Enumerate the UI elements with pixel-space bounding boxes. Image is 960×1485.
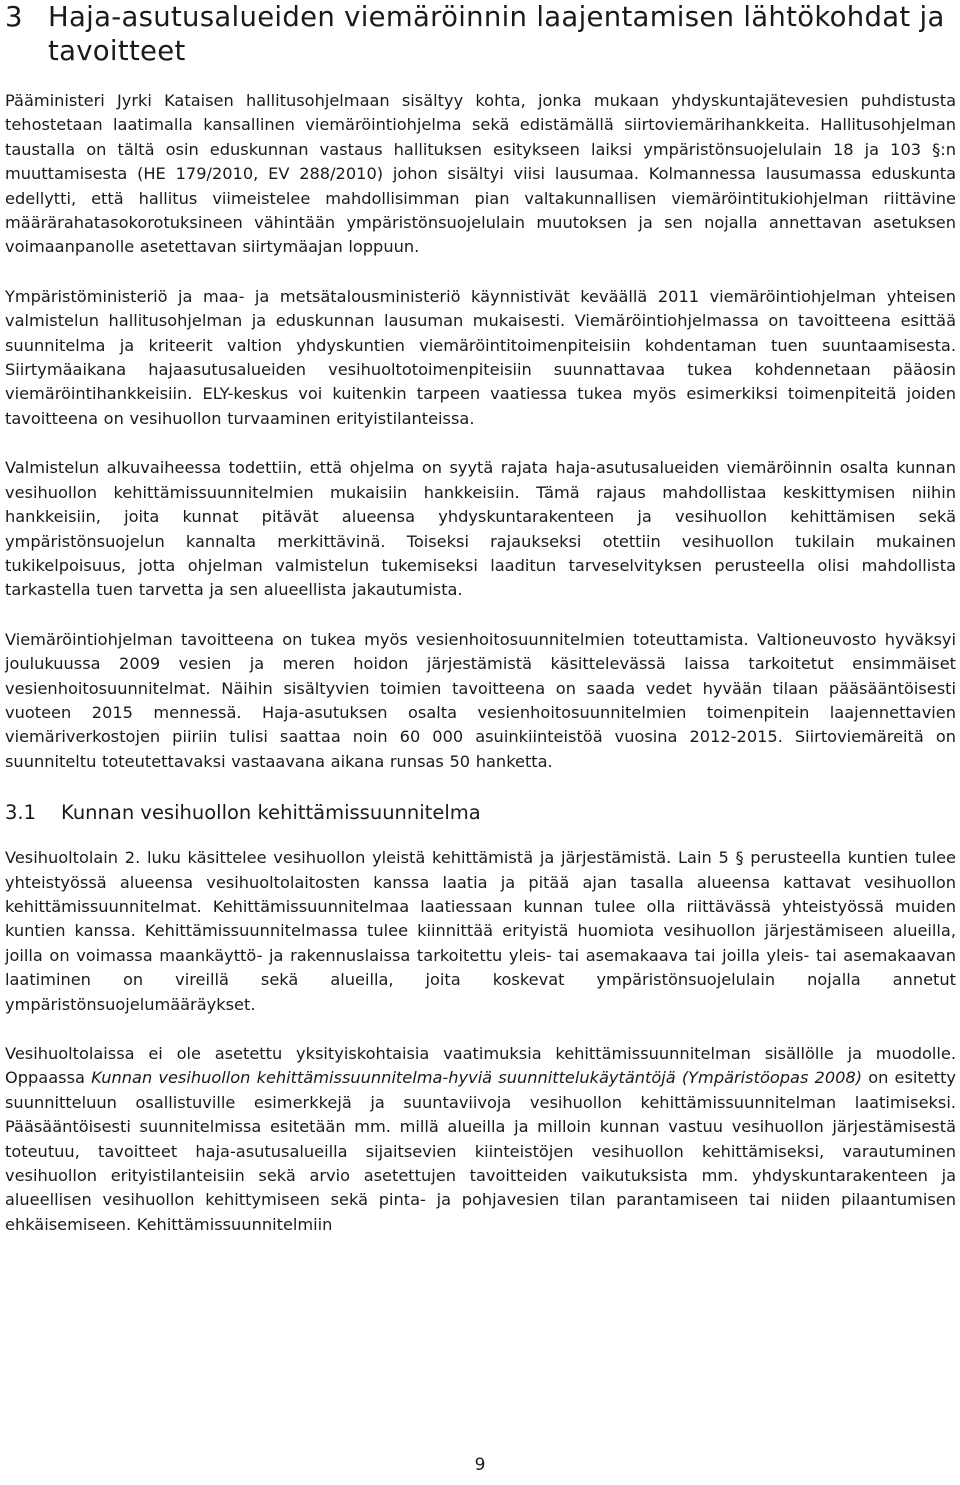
chapter-heading: [5, 0, 956, 68]
chapter-number: 3: [5, 1, 23, 33]
paragraph: Ympäristöministeriö ja maa- ja metsätalousministeriö käynnistivät keväällä 2011 viemäröintiohjelman yhteisen valmistelun hallitusohjelman ja eduskunnan lausuman mukaisesti. Viemäröintiohjelmassa on tavoitteena esittää suunnitelma ja kriteerit valtion yhdyskuntien viemäröintitoimenpiteisiin kohdentaman tuen suuntaamisesta. Siirtymäaikana hajaasutusalueiden vesihuoltotoimenpiteisiin suunnattavaa tukea kohdennetaan pääosin viemäröintihankkeisiin. ELY-keskus voi kuitenkin tarpeen vaatiessa tukea myös esimerkiksi toimenpiteitä joiden tavoitteena on vesihuollon turvaaminen erityistilanteissa.: [5, 286, 956, 428]
page-number: 9: [474, 1455, 486, 1475]
section-number: 3.1: [5, 801, 37, 825]
paragraph: Vesihuoltolain 2. luku käsittelee vesihuollon yleistä kehittämistä ja järjestämistä. Lain 5 § perusteella kuntien tulee yhteistyössä alueensa vesihuoltolaitosten kanssa laatia ja pitää ajan tasalla alueensa kattavat vesihuollon kehittämissuunnitelmat. Kehittämissuunnitelmaa laatiessaan kunnan tulee olla riittävässä yhteistyössä muiden kuntien kanssa. Kehittämissuunnitelmassa tulee kiinnittää erityistä huomiota vesihuollon järjestämiseen alueilla, joilla on voimassa maankäyttö- ja rakennuslaissa tarkoitettu yleis- tai asemakaava tai joilla yleis- tai asemakaavan laatiminen on vireillä sekä alueilla, joita koskevat ympäristönsuojelulain nojalla annetut ympäristönsuojelumääräykset.: [5, 848, 956, 1014]
section-title: Kunnan vesihuollon kehittämissuunnitelma: [61, 801, 481, 825]
section-heading: [5, 800, 956, 826]
paragraph-text: on esitetty suunnitteluun osallistuville esimerkkejä ja suuntaviivoja vesihuollon kehittämissuunnitelman laatimiseksi. Pääsääntöisesti suunnitelmissa esitetään mm. millä alueilla ja milloin kunnan vastuu vesihuollon järjestämisestä toteutuu, tavoitteet haja-asutusalueilla sijaitsevien kiinteistöjen vesihuollon kehittämiseksi, varautuminen vesihuollon erityistilanteisiin sekä arvio asetettujen tavoitteiden vaikutuksista mm. yhdyskuntarakenteen ja alueellisen vesihuollon kehittymiseen sekä pinta- ja pohjavesien tilan parantamiseen tai niiden pilaantumisen ehkäisemiseen. Kehittämissuunnitelmiin: [5, 1068, 956, 1234]
paragraph: [5, 1042, 956, 1237]
paragraph: Pääministeri Jyrki Kataisen hallitusohjelmaan sisältyy kohta, jonka mukaan yhdyskuntajätevesien puhdistusta tehostetaan laatimalla kansallinen viemäröintiohjelma sekä edistämällä siirtoviemärihankkeita. Hallitusohjelman taustalla on tältä osin eduskunnan vastaus hallituksen esitykseen laiksi ympäristönsuojelulain 18 ja 103 §:n muuttamisesta (HE 179/2010, EV 288/2010) johon sisältyi viisi lausumaa. Kolmannessa lausumassa eduskunta edellytti, että hallitus viimeistelee mahdollisimman pian valtakunnallisen viemäröintitukiohjelman riittävine määrärahatasokorotuksineen vähintään ympäristönsuojelulain muutoksen ja sen nojalla annettavan asetuksen voimaanpanolle asetettavan siirtymäajan loppuun.: [5, 91, 956, 257]
paragraph-text: Vesihuoltolaissa ei ole asetettu yksityiskohtaisia vaatimuksia kehittämissuunnitelman sisällölle ja muodolle. Oppaassa: [5, 1044, 956, 1088]
chapter-title: Haja-asutusalueiden viemäröinnin laajentamisen lähtökohdat ja tavoitteet: [48, 1, 945, 67]
paragraph: Valmistelun alkuvaiheessa todettiin, että ohjelma on syytä rajata haja-asutusalueiden viemäröinnin osalta kunnan vesihuollon kehittämissuunnitelmien mukaisiin hankkeisiin. Tämä rajaus mahdollistaa keskittymisen niihin hankkeisiin, joita kunnat pitävät alueensa yhdyskuntarakenteen ja vesihuollon kehittämisen sekä ympäristönsuojelun kannalta merkittävinä. Toiseksi rajaukseksi otettiin vesihuollon tukilain mukainen tukikelpoisuus, jotta ohjelman valmistelun tukemiseksi laaditun tarveselvityksen perusteella olisi mahdollista tarkastella tuen tarvetta ja sen alueellista jakautumista.: [5, 458, 956, 600]
guide-title: Kunnan vesihuollon kehittämissuunnitelma-hyviä suunnittelukäytäntöjä (Ympäristöopas 2008): [91, 1068, 863, 1088]
paragraph: Viemäröintiohjelman tavoitteena on tukea myös vesienhoitosuunnitelmien toteuttamista. Valtioneuvosto hyväksyi joulukuussa 2009 vesien ja meren hoidon järjestämistä käsittelevässä laissa tarkoitetut ensimmäiset vesienhoitosuunnitelmat. Näihin sisältyvien toimien tavoitteena on saada vedet hyvään tilaan pääsääntöisesti vuoteen 2015 mennessä. Haja-asutuksen osalta vesienhoitosuunnitelmien toimenpitein laajennettavien viemäriverkostojen piiriin tulisi saattaa noin 60 000 asuinkiinteistöä vuosina 2012-2015. Siirtoviemäreitä on suunniteltu toteutettavaksi vastaavana aikana runsas 50 hanketta.: [5, 629, 956, 771]
